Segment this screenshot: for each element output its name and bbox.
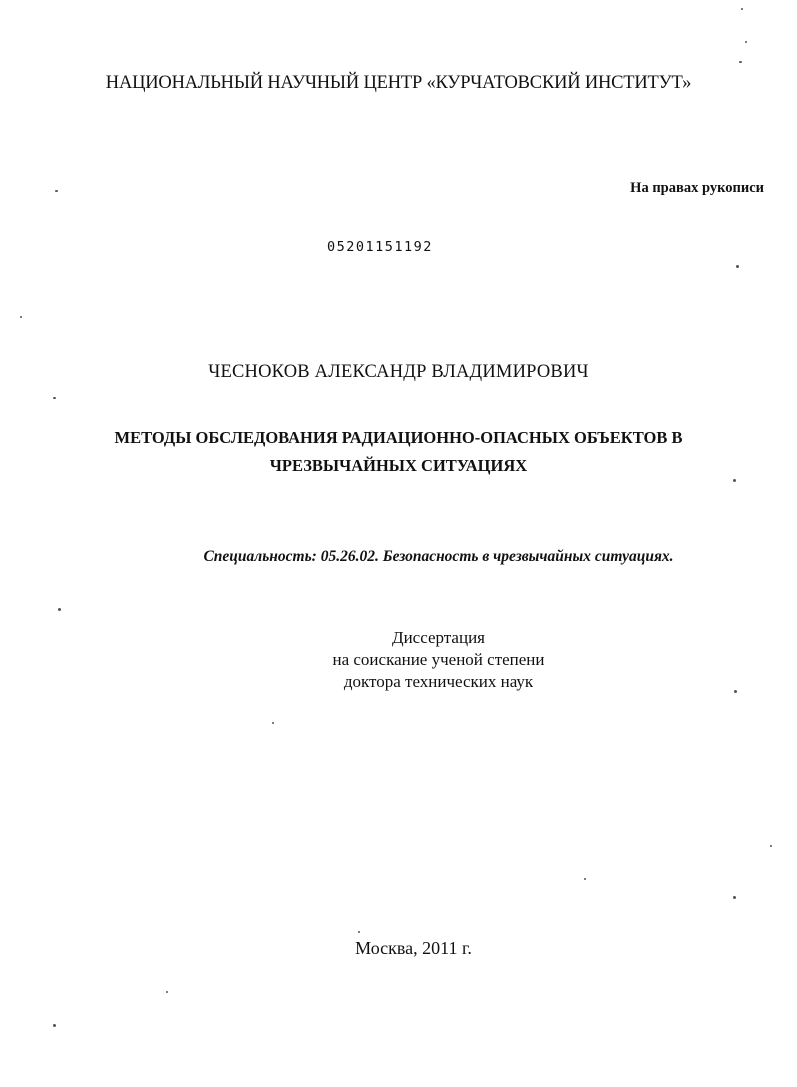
scan-speck [733,479,736,482]
degree-line-1: Диссертация [391,628,485,647]
document-code: 05201151192 [327,239,433,255]
degree-line-2: на соискание ученой степени [332,650,545,669]
scan-speck [770,845,772,847]
institution-name: НАЦИОНАЛЬНЫЙ НАУЧНЫЙ ЦЕНТР «КУРЧАТОВСКИЙ ИНСТИТУТ» [105,73,692,93]
scan-speck [166,991,168,993]
scan-speck [734,690,737,693]
dissertation-title [0,424,797,480]
scan-speck [358,931,360,933]
scan-speck [20,316,22,318]
scan-speck [733,896,736,899]
degree-statement [0,627,797,693]
manuscript-rights-note: На правах рукописи [630,180,764,196]
author-name: ЧЕСНОКОВ АЛЕКСАНДР ВЛАДИМИРОВИЧ [208,362,589,382]
specialty-line: Специальность: 05.26.02. Безопасность в чрезвычайных ситуациях. [203,548,674,565]
scan-speck [584,878,586,880]
scan-speck [739,61,742,63]
scan-speck [53,397,56,399]
degree-line-3: доктора технических наук [343,672,534,691]
scan-speck [53,1024,56,1027]
scan-speck [272,722,274,724]
scan-speck [736,265,739,268]
scan-speck [58,608,61,611]
dissertation-title-line-1: МЕТОДЫ ОБСЛЕДОВАНИЯ РАДИАЦИОННО-ОПАСНЫХ ОБЪЕКТОВ В [114,428,683,447]
scan-speck [55,190,58,192]
dissertation-title-line-2: ЧРЕЗВЫЧАЙНЫХ СИТУАЦИЯХ [269,456,528,475]
city-year: Москва, 2011 г. [355,938,472,958]
scan-speck [741,8,743,10]
scan-speck [745,41,747,43]
